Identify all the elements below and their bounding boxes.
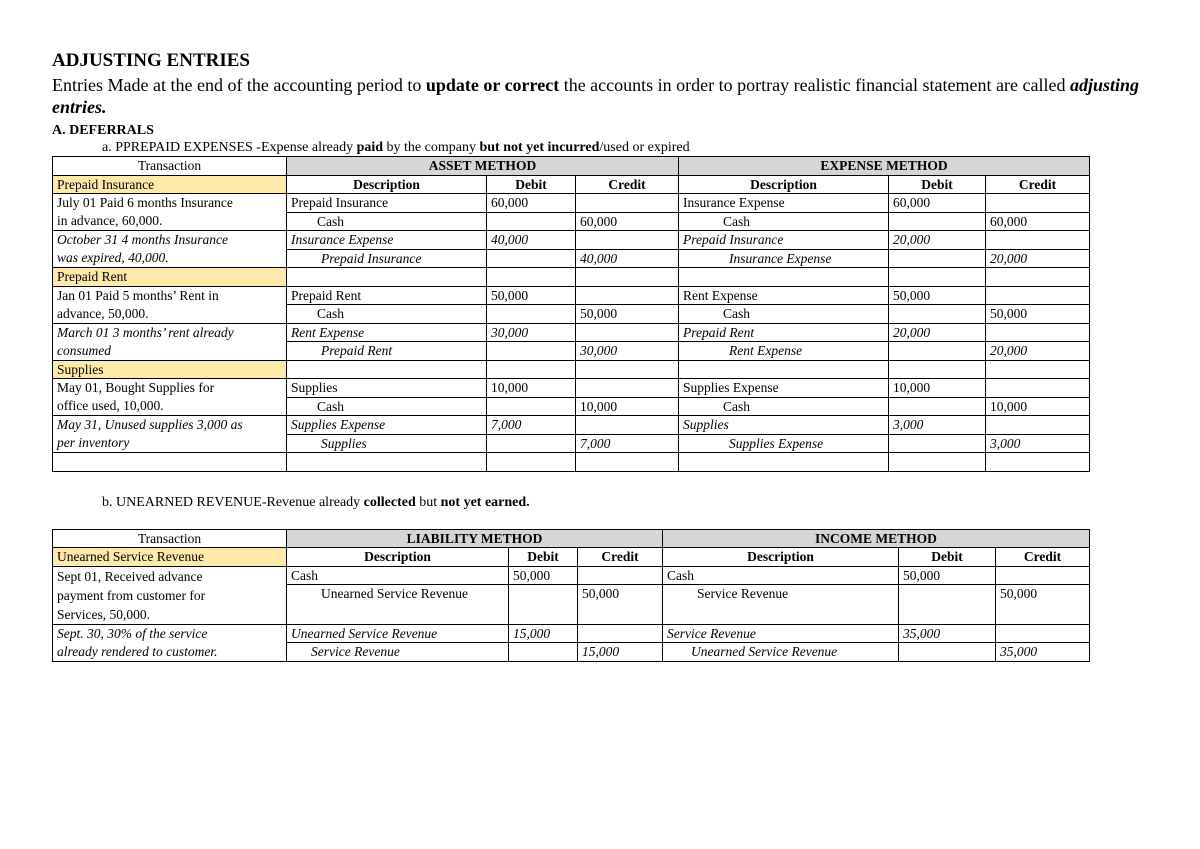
empty-cell — [576, 379, 679, 398]
transaction-line-1: May 01, Bought Supplies for — [53, 379, 287, 398]
t2-e2-liability-debit-amount: 15,000 — [509, 624, 578, 643]
intro-bold-italic: adjusting entries. — [52, 75, 1139, 117]
empty-cell — [679, 268, 889, 287]
t2-e1-t2: payment from customer for — [57, 587, 206, 603]
empty-cell — [487, 305, 576, 324]
asset-debit-amount: 60,000 — [487, 194, 576, 213]
expense-credit-account: Cash — [679, 397, 889, 416]
t2-col-credit: Credit — [578, 548, 663, 567]
empty-cell — [576, 268, 679, 287]
t2-group-label: Unearned Service Revenue — [53, 548, 287, 567]
empty-cell — [986, 286, 1090, 305]
t2-e2-income-debit-account: Service Revenue — [663, 624, 899, 643]
empty-cell — [899, 643, 996, 662]
t1-group-label: Prepaid Rent — [53, 268, 287, 287]
asset-debit-account: Supplies — [287, 379, 487, 398]
expense-debit-amount: 60,000 — [889, 194, 986, 213]
t1-col-description: Description — [287, 175, 487, 194]
transaction-line-2: was expired, 40,000. — [53, 249, 287, 268]
t1-col-credit: Credit — [576, 175, 679, 194]
intro-text-2: the accounts in order to portray realistic financial statement are called — [559, 75, 1070, 95]
asset-credit-amount: 7,000 — [576, 434, 679, 453]
empty-cell — [487, 342, 576, 361]
table-row — [53, 342, 1090, 361]
t1-col-description-2: Description — [679, 175, 889, 194]
t1-group-label: Supplies — [53, 360, 287, 379]
table-row — [53, 379, 1090, 398]
table-row — [53, 397, 1090, 416]
empty-cell — [53, 453, 287, 472]
expense-credit-account: Rent Expense — [679, 342, 889, 361]
t1-col-credit-2: Credit — [986, 175, 1090, 194]
empty-cell — [576, 360, 679, 379]
empty-cell — [287, 268, 487, 287]
transaction-line-2: consumed — [53, 342, 287, 361]
empty-cell — [487, 249, 576, 268]
table-row — [53, 268, 1090, 287]
empty-cell — [576, 231, 679, 250]
transaction-line-2: in advance, 60,000. — [53, 212, 287, 231]
unearned-heading-text-2: but — [415, 494, 441, 510]
expense-debit-amount: 3,000 — [889, 416, 986, 435]
table-row — [53, 194, 1090, 213]
t2-header-liability-method: LIABILITY METHOD — [287, 529, 663, 548]
transaction-line-1: Jan 01 Paid 5 months’ Rent in — [53, 286, 287, 305]
empty-cell — [509, 585, 578, 624]
expense-debit-account: Rent Expense — [679, 286, 889, 305]
empty-cell — [578, 624, 663, 643]
t2-e2-t2: already rendered to customer. — [53, 643, 287, 662]
t2-col-description: Description — [287, 548, 509, 567]
table-row — [53, 323, 1090, 342]
asset-credit-account: Cash — [287, 212, 487, 231]
expense-debit-amount: 10,000 — [889, 379, 986, 398]
prepaid-expenses-table — [52, 156, 1090, 472]
t2-entry1-transaction — [53, 566, 287, 624]
empty-cell — [899, 585, 996, 624]
empty-cell — [889, 453, 986, 472]
transaction-line-1: July 01 Paid 6 months Insurance — [53, 194, 287, 213]
intro-text-1: Entries Made at the end of the accounting period to — [52, 75, 426, 95]
transaction-line-2: per inventory — [53, 434, 287, 453]
expense-credit-amount: 20,000 — [986, 249, 1090, 268]
empty-cell — [996, 566, 1090, 585]
empty-cell — [986, 416, 1090, 435]
transaction-line-1: May 31, Unused supplies 3,000 as — [53, 416, 287, 435]
t2-col-debit-2: Debit — [899, 548, 996, 567]
empty-cell — [889, 268, 986, 287]
empty-cell — [576, 194, 679, 213]
table-row — [53, 231, 1090, 250]
prepaid-heading-text-1: a. PPREPAID EXPENSES -Expense already — [102, 140, 357, 155]
expense-debit-account: Insurance Expense — [679, 194, 889, 213]
empty-cell — [578, 566, 663, 585]
t1-header-asset-method: ASSET METHOD — [287, 157, 679, 176]
empty-cell — [487, 212, 576, 231]
t2-e2-liability-debit-account: Unearned Service Revenue — [287, 624, 509, 643]
section-deferrals: A. DEFERRALS — [52, 123, 154, 138]
t2-header-transaction: Transaction — [53, 529, 287, 548]
t2-e2-liability-credit-account: Service Revenue — [287, 643, 509, 662]
table-row — [53, 157, 1090, 176]
asset-debit-amount: 10,000 — [487, 379, 576, 398]
t2-e1-income-debit-amount: 50,000 — [899, 566, 996, 585]
empty-cell — [576, 416, 679, 435]
asset-debit-amount: 40,000 — [487, 231, 576, 250]
empty-cell — [287, 360, 487, 379]
empty-cell — [679, 360, 889, 379]
unearned-heading-bold-1: collected — [363, 494, 416, 510]
empty-cell — [576, 453, 679, 472]
intro-bold: update or correct — [425, 75, 560, 95]
asset-credit-account: Prepaid Rent — [287, 342, 487, 361]
table-row — [53, 434, 1090, 453]
asset-credit-amount: 60,000 — [576, 212, 679, 231]
table-row — [53, 286, 1090, 305]
t2-e1-liability-debit-amount: 50,000 — [509, 566, 578, 585]
empty-cell — [487, 360, 576, 379]
asset-debit-account: Insurance Expense — [287, 231, 487, 250]
t2-e1-liability-credit-account: Unearned Service Revenue — [287, 585, 509, 624]
table-row — [53, 249, 1090, 268]
page-title: ADJUSTING ENTRIES — [52, 50, 250, 71]
t1-col-debit-2: Debit — [889, 175, 986, 194]
table-row — [53, 453, 1090, 472]
unearned-revenue-table — [52, 529, 1090, 662]
empty-cell — [996, 624, 1090, 643]
t2-e2-income-credit-amount: 35,000 — [996, 643, 1090, 662]
table-row — [53, 624, 1090, 643]
asset-credit-amount: 40,000 — [576, 249, 679, 268]
unearned-heading-bold-2: not yet earned. — [440, 494, 530, 510]
empty-cell — [889, 342, 986, 361]
empty-cell — [576, 286, 679, 305]
t2-e1-liability-debit-account: Cash — [287, 566, 509, 585]
expense-credit-account: Cash — [679, 212, 889, 231]
empty-cell — [487, 434, 576, 453]
prepaid-heading-bold-1: paid — [356, 140, 384, 155]
document-page — [52, 50, 1148, 662]
asset-debit-account: Supplies Expense — [287, 416, 487, 435]
expense-debit-amount: 20,000 — [889, 231, 986, 250]
empty-cell — [986, 360, 1090, 379]
table-row — [53, 643, 1090, 662]
transaction-line-2: office used, 10,000. — [53, 397, 287, 416]
asset-debit-account: Prepaid Insurance — [287, 194, 487, 213]
table-row — [53, 212, 1090, 231]
expense-credit-account: Cash — [679, 305, 889, 324]
t2-header-income-method: INCOME METHOD — [663, 529, 1090, 548]
t1-header-transaction: Transaction — [53, 157, 287, 176]
empty-cell — [986, 194, 1090, 213]
table-row — [53, 566, 1090, 585]
table-row — [53, 305, 1090, 324]
empty-cell — [889, 397, 986, 416]
empty-cell — [679, 453, 889, 472]
empty-cell — [986, 231, 1090, 250]
expense-credit-amount: 50,000 — [986, 305, 1090, 324]
asset-debit-amount: 50,000 — [487, 286, 576, 305]
asset-debit-amount: 7,000 — [487, 416, 576, 435]
t1-group-label: Prepaid Insurance — [53, 175, 287, 194]
table-row — [53, 175, 1090, 194]
empty-cell — [986, 268, 1090, 287]
expense-credit-amount: 60,000 — [986, 212, 1090, 231]
expense-debit-account: Supplies Expense — [679, 379, 889, 398]
asset-debit-account: Prepaid Rent — [287, 286, 487, 305]
empty-cell — [487, 268, 576, 287]
unearned-heading — [102, 494, 1148, 511]
t2-e2-income-debit-amount: 35,000 — [899, 624, 996, 643]
t2-col-description-2: Description — [663, 548, 899, 567]
prepaid-heading-text-3: /used or expired — [599, 140, 690, 155]
asset-credit-account: Supplies — [287, 434, 487, 453]
asset-credit-amount: 10,000 — [576, 397, 679, 416]
empty-cell — [986, 323, 1090, 342]
t2-col-debit: Debit — [509, 548, 578, 567]
t2-e1-income-debit-account: Cash — [663, 566, 899, 585]
prepaid-heading — [102, 139, 1148, 156]
expense-credit-amount: 3,000 — [986, 434, 1090, 453]
table-row — [53, 360, 1090, 379]
asset-debit-amount: 30,000 — [487, 323, 576, 342]
t2-e1-income-credit-account: Service Revenue — [663, 585, 899, 624]
asset-credit-account: Cash — [287, 397, 487, 416]
empty-cell — [576, 323, 679, 342]
empty-cell — [986, 453, 1090, 472]
t1-col-debit: Debit — [487, 175, 576, 194]
empty-cell — [889, 212, 986, 231]
t2-e2-income-credit-account: Unearned Service Revenue — [663, 643, 899, 662]
asset-credit-amount: 50,000 — [576, 305, 679, 324]
expense-credit-amount: 20,000 — [986, 342, 1090, 361]
expense-credit-account: Insurance Expense — [679, 249, 889, 268]
empty-cell — [889, 249, 986, 268]
t2-e1-liability-credit-amount: 50,000 — [578, 585, 663, 624]
empty-cell — [487, 453, 576, 472]
empty-cell — [986, 379, 1090, 398]
empty-cell — [487, 397, 576, 416]
table-row — [53, 416, 1090, 435]
asset-debit-account: Rent Expense — [287, 323, 487, 342]
transaction-line-1: October 31 4 months Insurance — [53, 231, 287, 250]
intro-paragraph — [52, 74, 1148, 118]
empty-cell — [889, 305, 986, 324]
expense-credit-amount: 10,000 — [986, 397, 1090, 416]
empty-cell — [889, 434, 986, 453]
transaction-line-2: advance, 50,000. — [53, 305, 287, 324]
prepaid-heading-text-2: by the company — [383, 140, 480, 155]
expense-debit-account: Prepaid Rent — [679, 323, 889, 342]
prepaid-heading-bold-2: but not yet incurred — [479, 140, 600, 155]
empty-cell — [889, 360, 986, 379]
t2-e1-t1: Sept 01, Received advance — [57, 568, 203, 584]
t2-e1-income-credit-amount: 50,000 — [996, 585, 1090, 624]
expense-debit-account: Supplies — [679, 416, 889, 435]
t2-col-credit-2: Credit — [996, 548, 1090, 567]
transaction-line-1: March 01 3 months’ rent already — [53, 323, 287, 342]
expense-credit-account: Supplies Expense — [679, 434, 889, 453]
empty-cell — [509, 643, 578, 662]
expense-debit-amount: 50,000 — [889, 286, 986, 305]
expense-debit-amount: 20,000 — [889, 323, 986, 342]
expense-debit-account: Prepaid Insurance — [679, 231, 889, 250]
t1-header-expense-method: EXPENSE METHOD — [679, 157, 1090, 176]
t2-e1-t3: Services, 50,000. — [57, 606, 150, 622]
t2-e2-t1: Sept. 30, 30% of the service — [53, 624, 287, 643]
unearned-heading-text-1: b. UNEARNED REVENUE-Revenue already — [102, 494, 364, 510]
asset-credit-account: Prepaid Insurance — [287, 249, 487, 268]
empty-cell — [287, 453, 487, 472]
asset-credit-amount: 30,000 — [576, 342, 679, 361]
t2-e2-liability-credit-amount: 15,000 — [578, 643, 663, 662]
asset-credit-account: Cash — [287, 305, 487, 324]
